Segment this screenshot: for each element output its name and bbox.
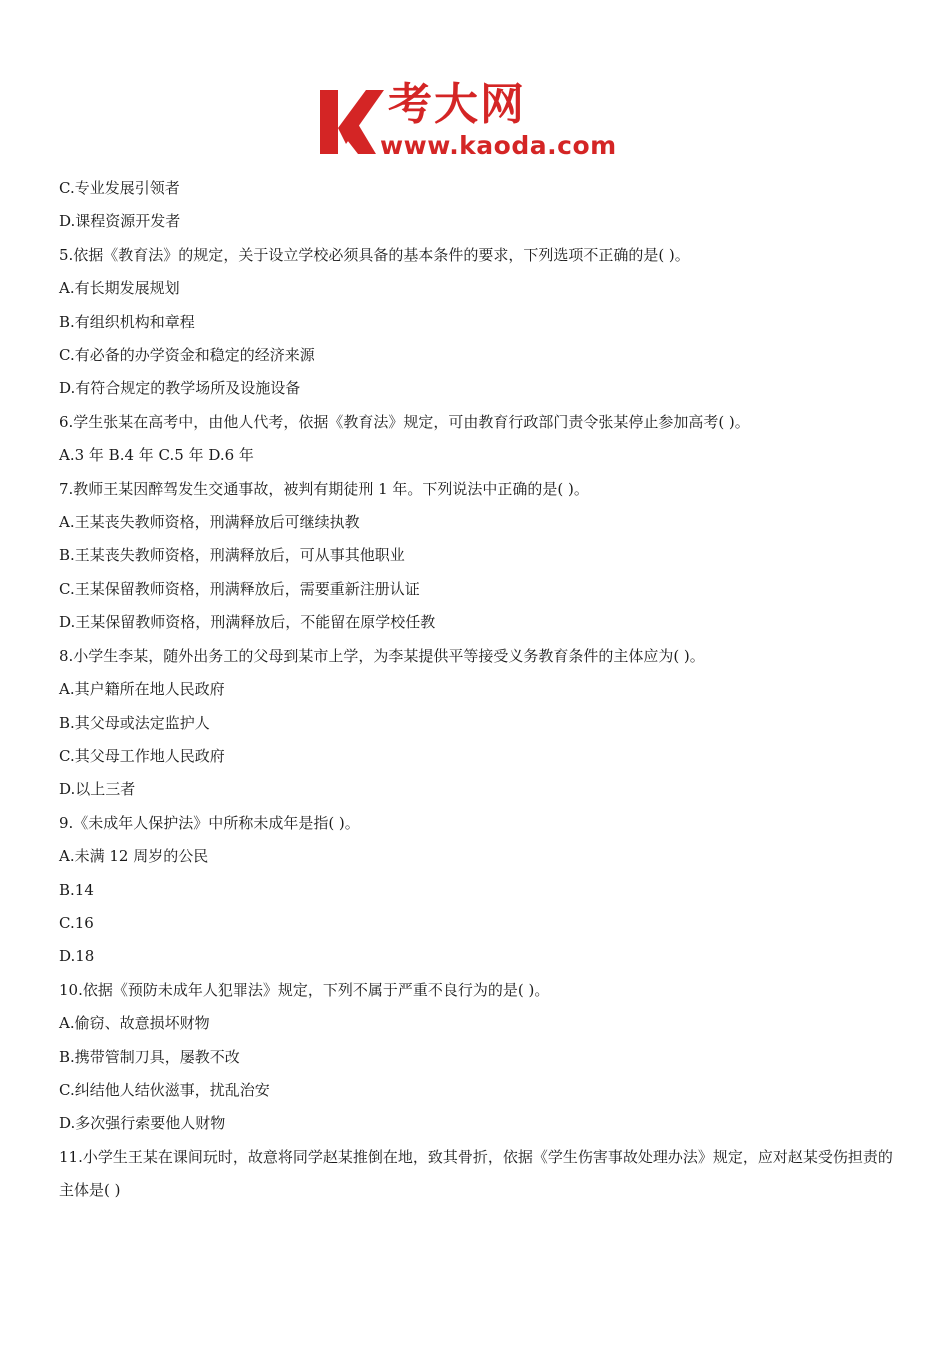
- option-line: D.以上三者: [59, 780, 136, 799]
- option-line: B.有组织机构和章程: [59, 312, 195, 331]
- option-line: A.3 年 B.4 年 C.5 年 D.6 年: [59, 446, 254, 465]
- question-11: 11.小学生王某在课间玩时，故意将同学赵某推倒在地，致其骨折，依据《学生伤害事故处理办法》规定，应对赵某受伤担责的主体是( ): [59, 1147, 893, 1200]
- option-line: A.有长期发展规划: [59, 279, 180, 298]
- option-line: C.16: [59, 913, 94, 932]
- option-line: C.有必备的办学资金和稳定的经济来源: [59, 346, 315, 365]
- option-line: B.携带管制刀具，屡教不改: [59, 1047, 240, 1066]
- question-content: [59, 172, 899, 1208]
- k-logo-icon: [318, 84, 384, 156]
- option-line: D.多次强行索要他人财物: [59, 1114, 226, 1133]
- option-line: D.18: [59, 947, 95, 966]
- option-line: B.14: [59, 880, 94, 899]
- option-line: C.纠结他人结伙滋事，扰乱治安: [59, 1080, 270, 1099]
- option-line: C.其父母工作地人民政府: [59, 746, 225, 765]
- question-9: 9.《未成年人保护法》中所称未成年是指( )。: [59, 813, 360, 832]
- text-line: D.课程资源开发者: [59, 212, 181, 231]
- option-line: A.王某丧失教师资格，刑满释放后可继续执教: [59, 513, 360, 532]
- kaoda-logo: [318, 80, 638, 160]
- question-6: 6.学生张某在高考中，由他人代考，依据《教育法》规定，可由教育行政部门责令张某停止参加高考( )。: [59, 412, 750, 431]
- logo-url: www.kaoda.com: [380, 131, 617, 160]
- option-line: A.未满 12 周岁的公民: [59, 847, 209, 866]
- option-line: B.其父母或法定监护人: [59, 713, 210, 732]
- question-10: 10.依据《预防未成年人犯罪法》规定，下列不属于严重不良行为的是( )。: [59, 980, 550, 999]
- logo-title: 考大网: [388, 79, 526, 130]
- option-line: D.王某保留教师资格，刑满释放后，不能留在原学校任教: [59, 613, 436, 632]
- option-line: A.偷窃、故意损坏财物: [59, 1014, 210, 1033]
- text-line: C.专业发展引领者: [59, 179, 180, 197]
- option-line: D.有符合规定的教学场所及设施设备: [59, 379, 301, 398]
- question-5: 5.依据《教育法》的规定，关于设立学校必须具备的基本条件的要求，下列选项不正确的是( )。: [59, 245, 690, 264]
- option-line: A.其户籍所在地人民政府: [59, 680, 225, 699]
- question-8: 8.小学生李某，随外出务工的父母到某市上学，为李某提供平等接受义务教育条件的主体应为( )。: [59, 646, 705, 665]
- question-7: 7.教师王某因醉驾发生交通事故，被判有期徒刑 1 年。下列说法中正确的是( )。: [59, 479, 589, 498]
- option-line: B.王某丧失教师资格，刑满释放后，可从事其他职业: [59, 546, 405, 565]
- option-line: C.王某保留教师资格，刑满释放后，需要重新注册认证: [59, 579, 420, 598]
